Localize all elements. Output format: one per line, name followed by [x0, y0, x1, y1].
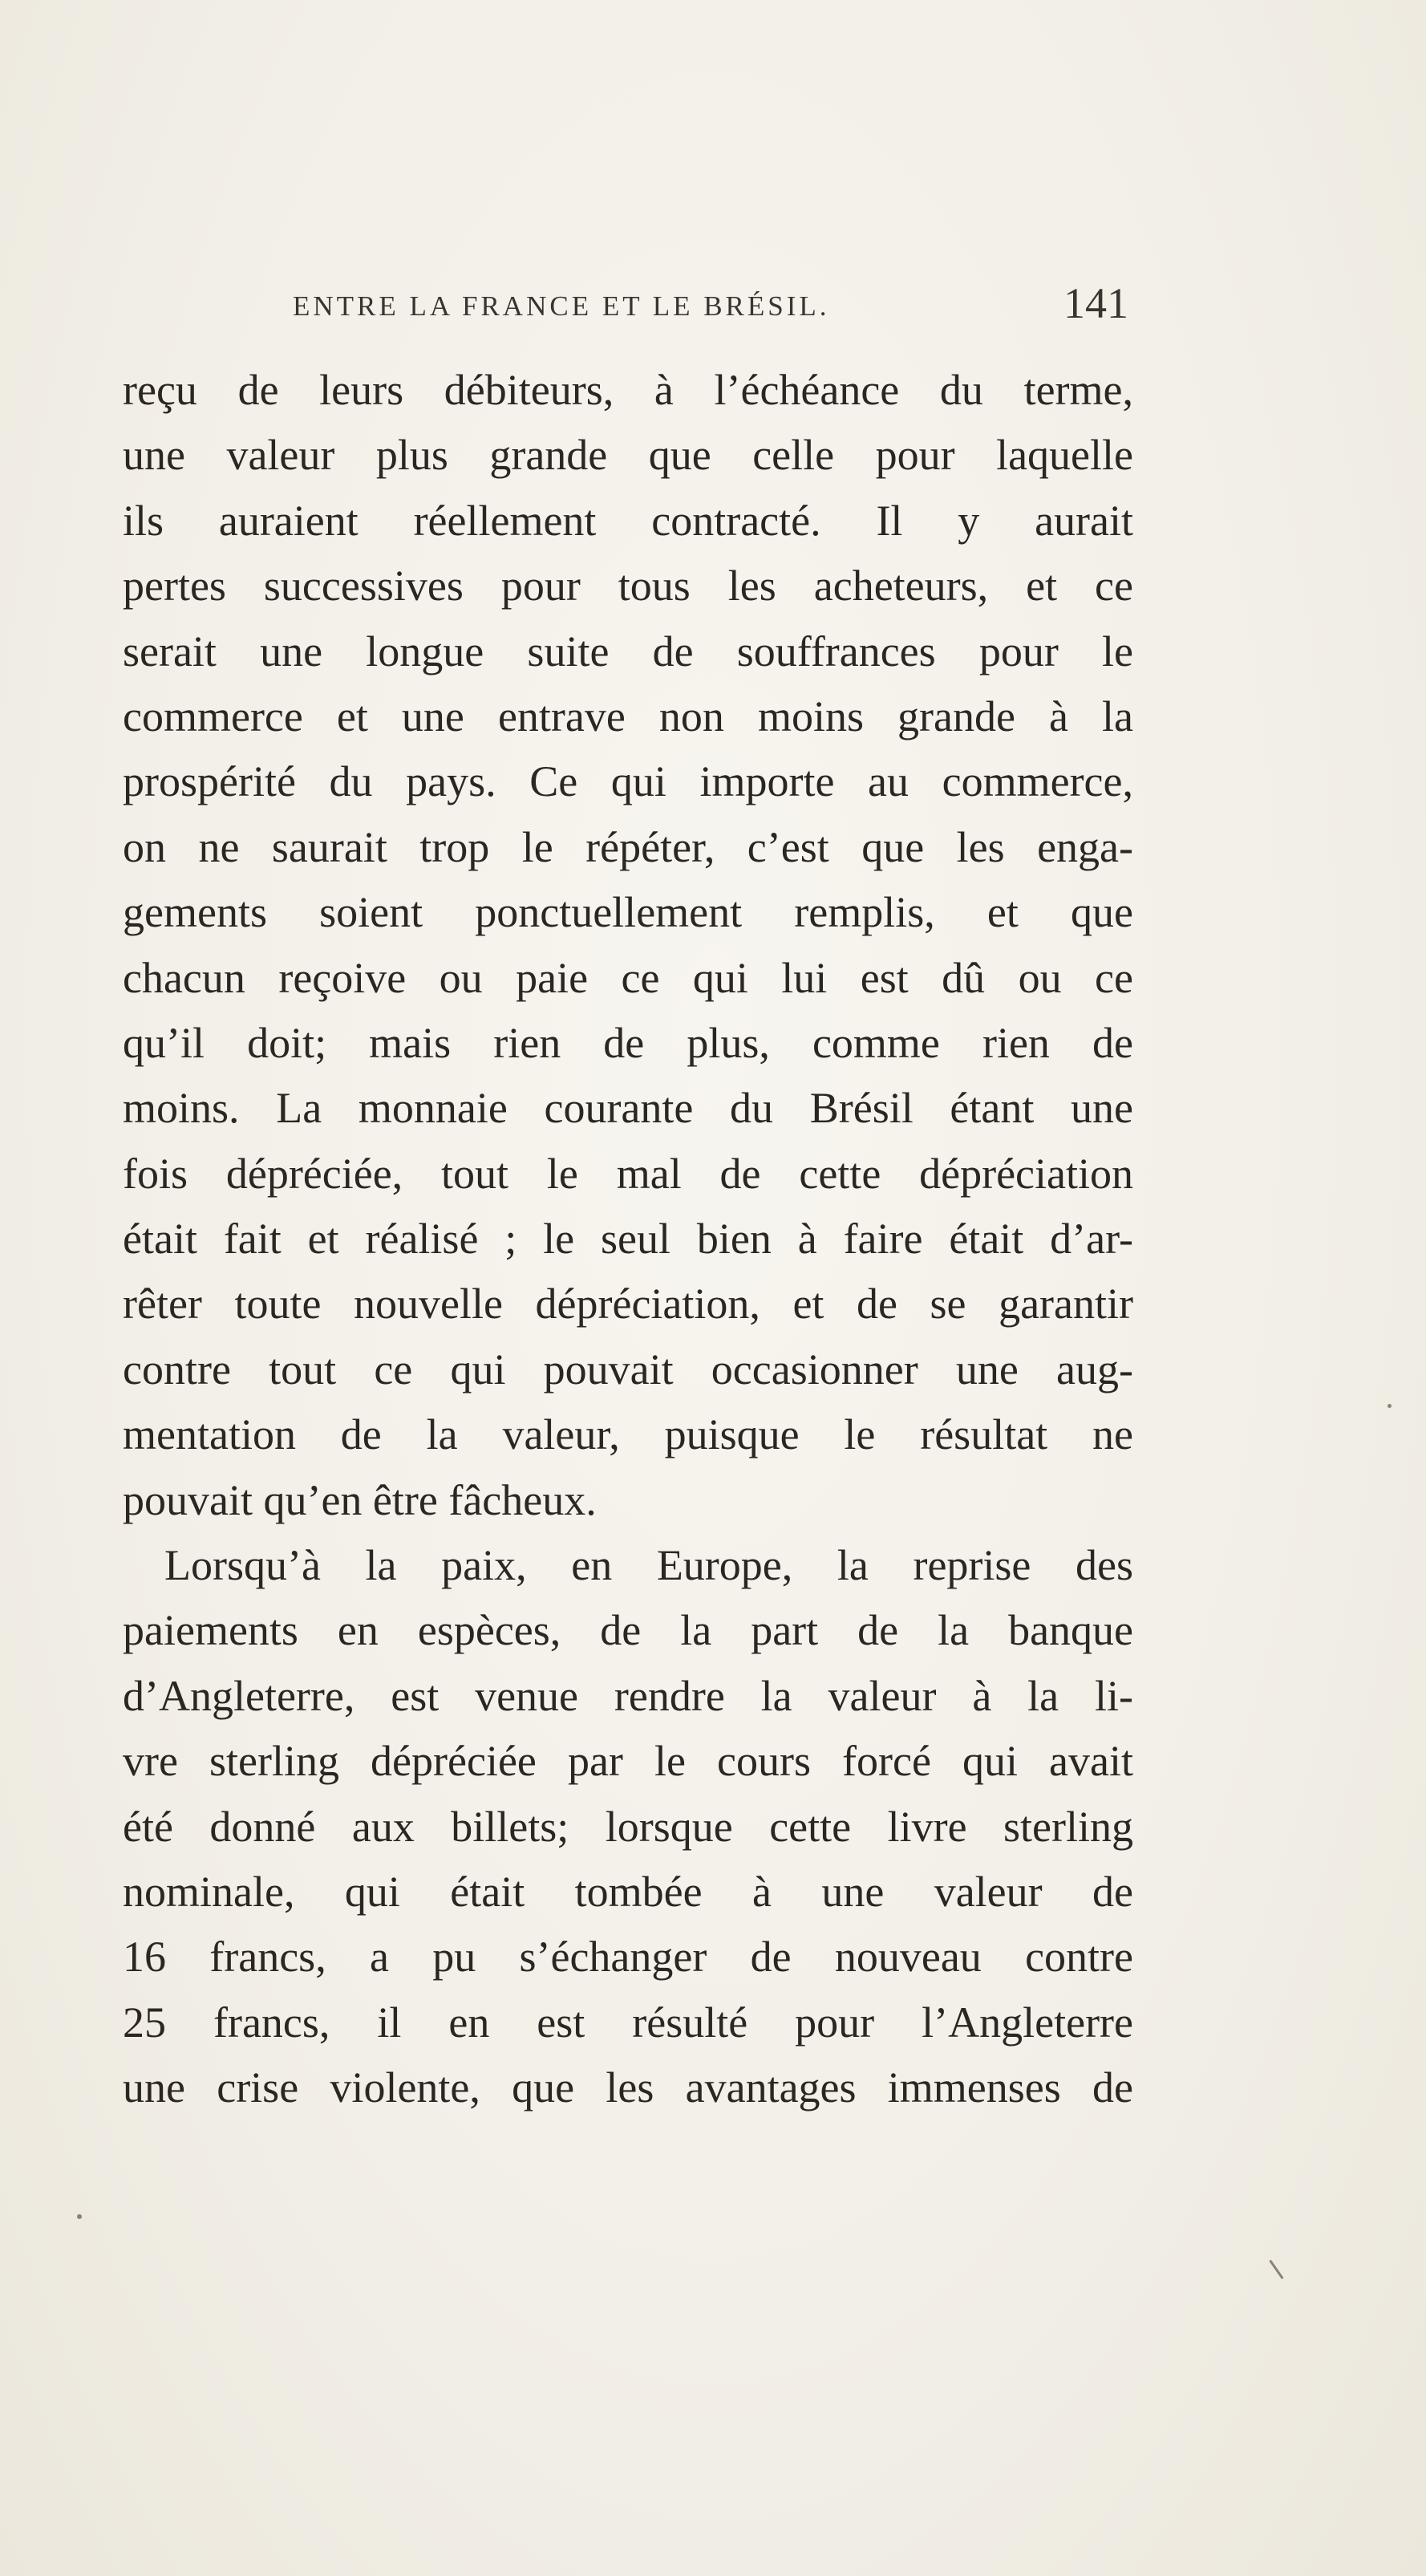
text-line: chacun reçoive ou paie ce qui lui est dû ou ce	[123, 953, 1133, 1002]
text-line: rêter toute nouvelle dépréciation, et de se garantir	[123, 1280, 1133, 1329]
text-line: une valeur plus grande que celle pour laquelle	[123, 431, 1133, 480]
text-line: 16 francs, a pu s’échanger de nouveau contre	[123, 1933, 1133, 1982]
text-line: nominale, qui était tombée à une valeur de	[123, 1867, 1133, 1916]
text-line: contre tout ce qui pouvait occasionner une aug-	[123, 1345, 1133, 1393]
body-text	[123, 358, 1133, 2121]
text-line: prospérité du pays. Ce qui importe au commerce,	[123, 757, 1133, 806]
text-line: qu’il doit; mais rien de plus, comme rien de	[123, 1018, 1133, 1067]
text-line: pertes successives pour tous les acheteurs, et ce	[123, 562, 1133, 611]
text-line: ils auraient réellement contracté. Il y aurait	[123, 496, 1133, 545]
text-line: 25 francs, il en est résulté pour l’Angleterre	[123, 1998, 1133, 2047]
text-line: gements soient ponctuellement remplis, et que	[123, 888, 1133, 937]
text-line: d’Angleterre, est venue rendre la valeur à la li-	[123, 1671, 1133, 1720]
paper-speck	[1269, 2260, 1284, 2280]
text-line: commerce et une entrave non moins grande à la	[123, 692, 1133, 740]
text-line: été donné aux billets; lorsque cette livre sterling	[123, 1802, 1133, 1851]
text-line: serait une longue suite de souffrances pour le	[123, 627, 1133, 675]
paragraph-start-line: Lorsqu’à la paix, en Europe, la reprise des	[164, 1541, 1133, 1590]
text-line: était fait et réalisé ; le seul bien à faire était d’ar-	[123, 1215, 1133, 1264]
text-line: reçu de leurs débiteurs, à l’échéance du terme,	[123, 366, 1133, 414]
paper-speck	[1388, 1404, 1392, 1408]
text-line: mentation de la valeur, puisque le résultat ne	[123, 1410, 1133, 1459]
page-number: 141	[1063, 279, 1128, 327]
text-line: on ne saurait trop le répéter, c’est que les enga-	[123, 822, 1133, 871]
page-header	[293, 279, 1128, 331]
text-line: fois dépréciée, tout le mal de cette dépréciation	[123, 1149, 1133, 1198]
running-head: ENTRE LA FRANCE ET LE BRÉSIL.	[293, 290, 830, 322]
text-line: paiements en espèces, de la part de la banque	[123, 1606, 1133, 1655]
text-line: vre sterling dépréciée par le cours forcé qui avait	[123, 1737, 1133, 1786]
paper-speck	[77, 2214, 82, 2219]
text-line: pouvait qu’en être fâcheux.	[123, 1475, 597, 1524]
text-line: une crise violente, que les avantages immenses de	[123, 2063, 1133, 2112]
text-line: moins. La monnaie courante du Brésil étant une	[123, 1084, 1133, 1133]
